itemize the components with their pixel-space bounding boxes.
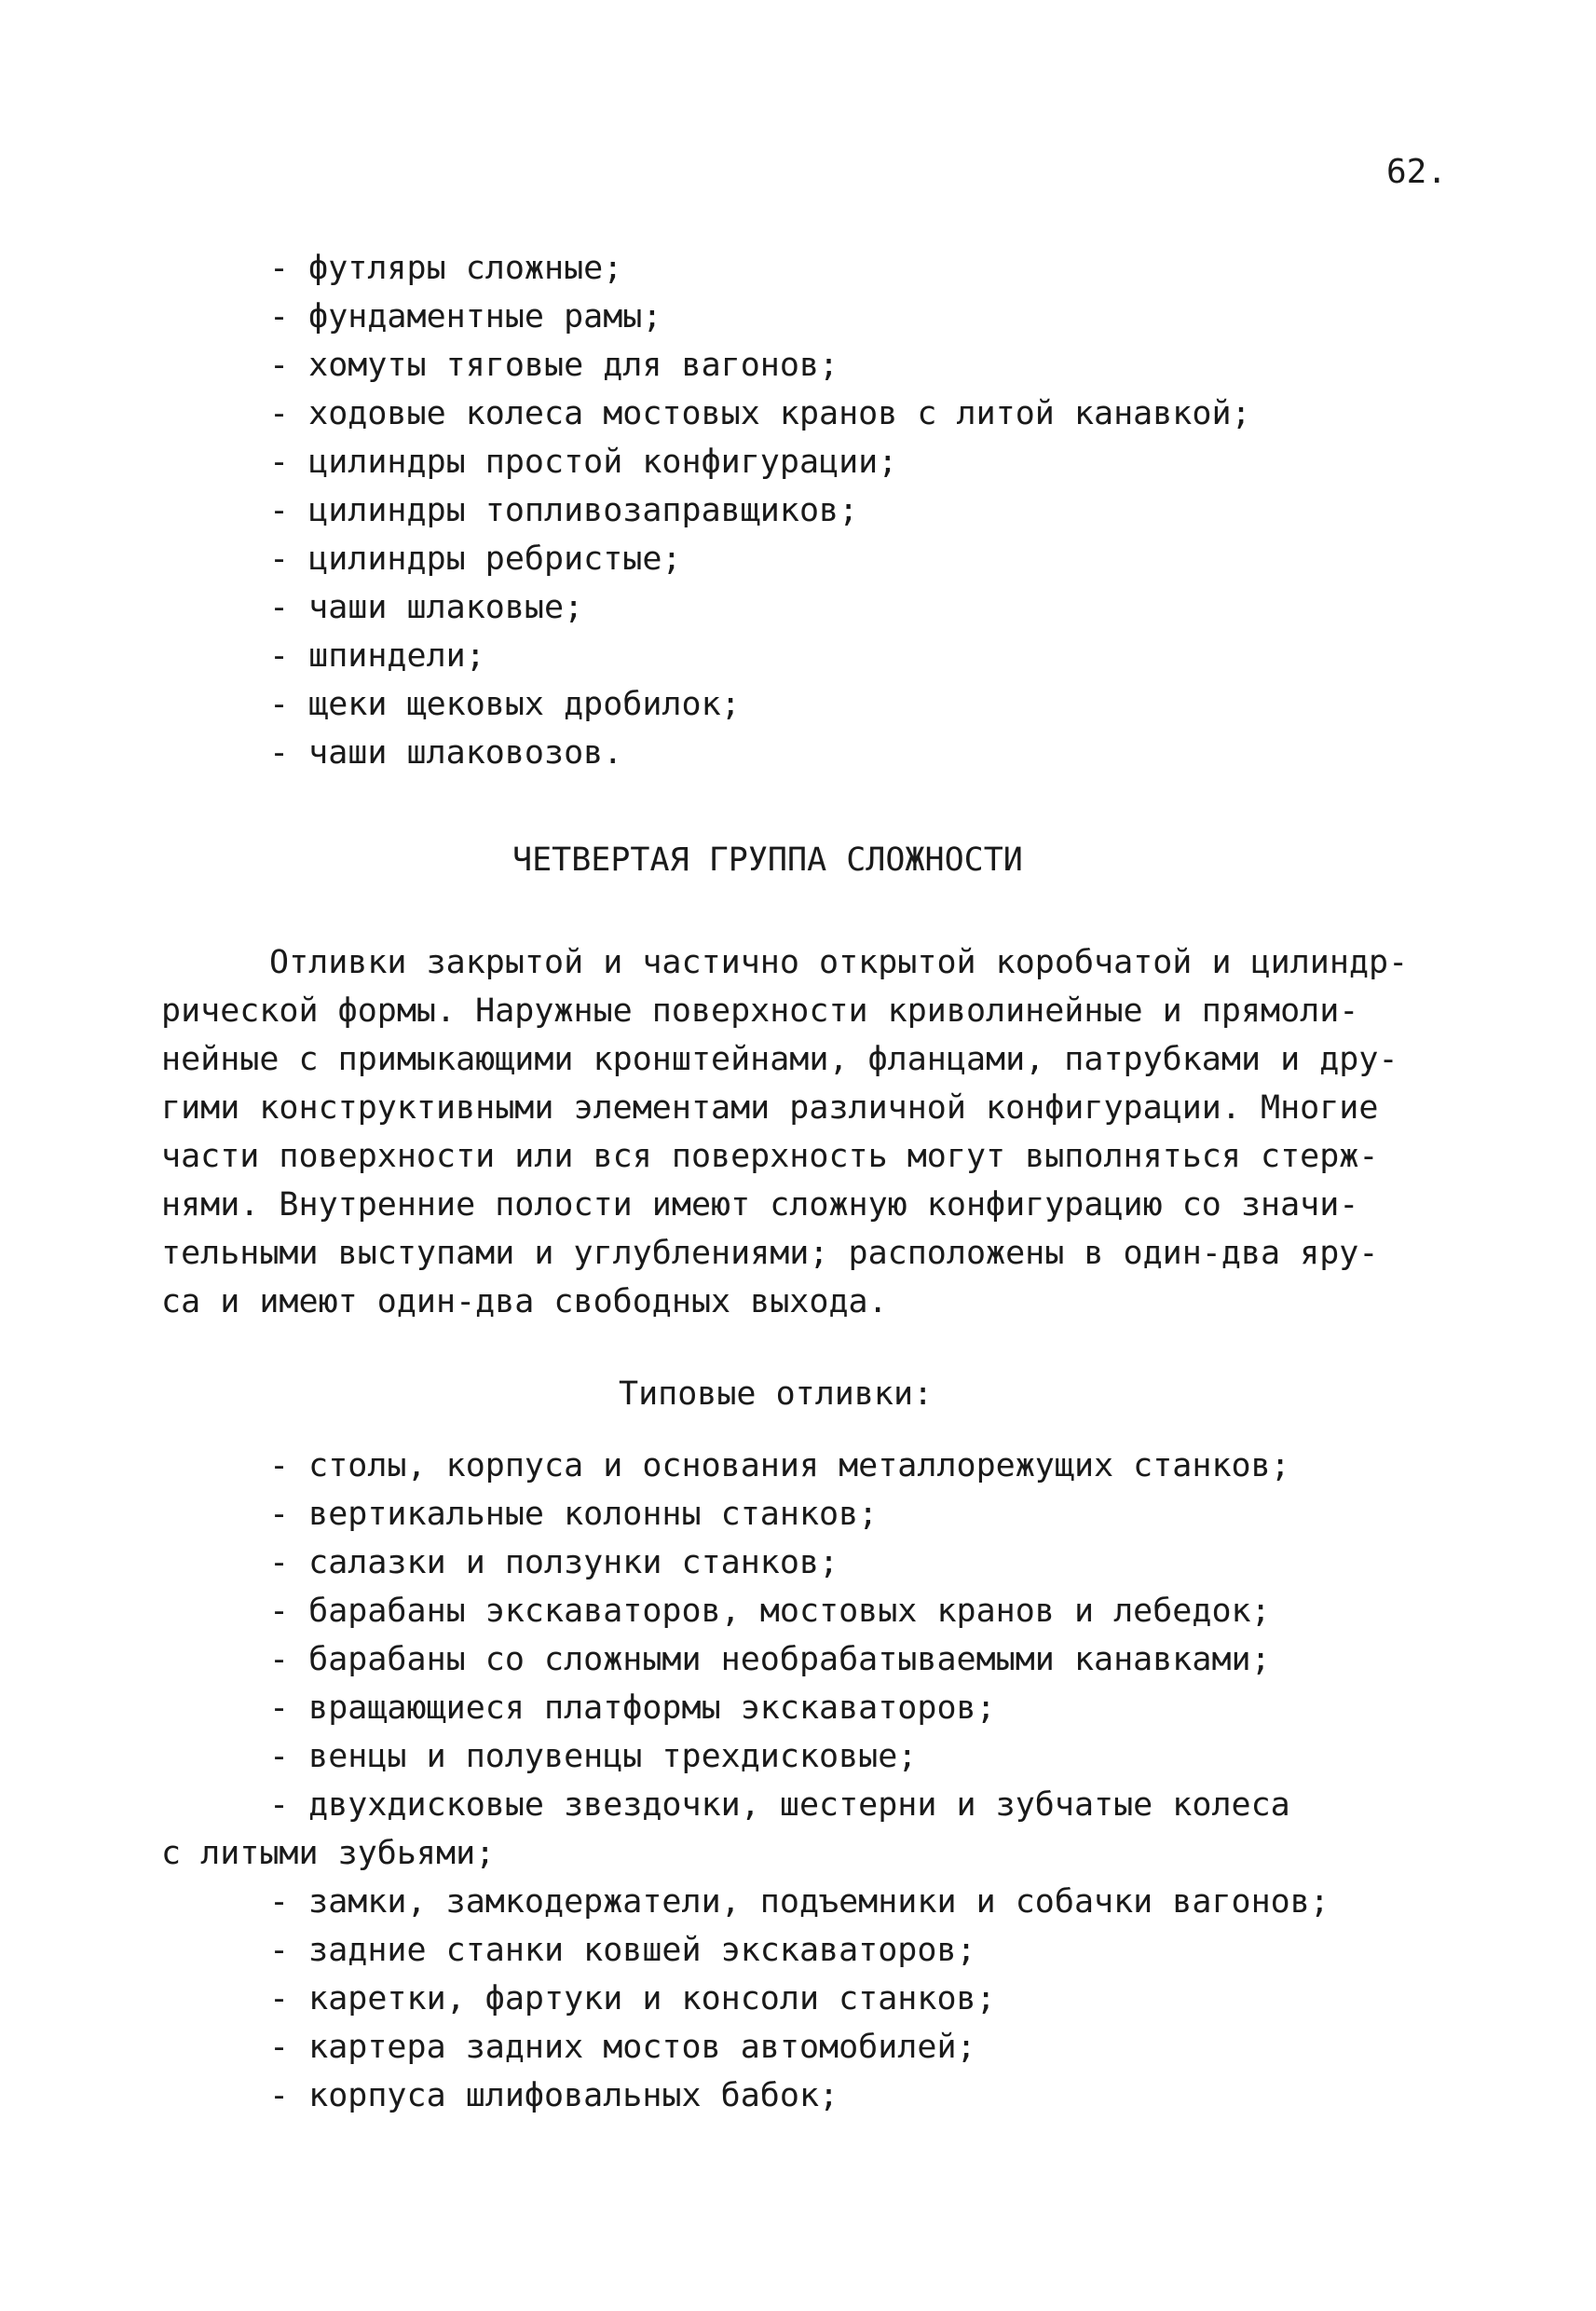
paragraph-line: тельными выступами и углублениями; расположены в один-два яру- bbox=[161, 1235, 1379, 1272]
list-item: - барабаны экскаваторов, мостовых кранов и лебедок; bbox=[269, 1593, 1271, 1630]
list-item: - картера задних мостов автомобилей; bbox=[269, 2029, 976, 2066]
list-item: - вращающиеся платформы экскаваторов; bbox=[269, 1689, 996, 1727]
list-item: - цилиндры простой конфигурации; bbox=[269, 444, 898, 481]
list-item: - чаши шлаковые; bbox=[269, 589, 584, 626]
paragraph-line: нейные с примыкающими кронштейнами, фланцами, патрубками и дру- bbox=[161, 1041, 1398, 1078]
list-item-continuation: с литыми зубьями; bbox=[161, 1835, 496, 1872]
paragraph-line: са и имеют один-два свободных выхода. bbox=[161, 1283, 888, 1320]
list-item: - барабаны со сложными необрабатываемыми канавками; bbox=[269, 1641, 1271, 1678]
paragraph-line: гими конструктивными элементами различной конфигурации. Многие bbox=[161, 1089, 1379, 1127]
list-item: - салазки и ползунки станков; bbox=[269, 1544, 839, 1581]
list-item: - шпиндели; bbox=[269, 637, 485, 675]
paragraph-line: части поверхности или вся поверхность могут выполняться стерж- bbox=[161, 1138, 1379, 1175]
list-item: - фундаментные рамы; bbox=[269, 298, 662, 335]
paragraph-line: нями. Внутренние полости имеют сложную конфигурацию со значи- bbox=[161, 1186, 1359, 1224]
section-paragraph bbox=[161, 938, 1484, 1326]
page-number: 62. bbox=[1385, 153, 1447, 191]
list-item: - ходовые колеса мостовых кранов с литой канавкой; bbox=[269, 395, 1251, 432]
casting-list-3rd-group bbox=[269, 244, 1251, 777]
list-item: - замки, замкодержатели, подъемники и собачки вагонов; bbox=[269, 1883, 1330, 1921]
list-item: - хомуты тяговые для вагонов; bbox=[269, 347, 839, 384]
list-item: - вертикальные колонны станков; bbox=[269, 1496, 879, 1533]
list-item: - цилиндры топливозаправщиков; bbox=[269, 492, 859, 529]
typical-castings-list bbox=[161, 1442, 1330, 2120]
list-item: - футляры сложные; bbox=[269, 250, 623, 287]
typical-castings-subheading: Типовые отливки: bbox=[619, 1375, 934, 1413]
paragraph-line: рической формы. Наружные поверхности криволинейные и прямоли- bbox=[161, 992, 1359, 1030]
list-item: - чаши шлаковозов. bbox=[269, 734, 623, 772]
list-item: - венцы и полувенцы трехдисковые; bbox=[269, 1738, 918, 1775]
list-item: - цилиндры ребристые; bbox=[269, 540, 682, 578]
list-item: - щеки щековых дробилок; bbox=[269, 686, 741, 723]
paragraph-line: Отливки закрытой и частично открытой коробчатой и цилиндр- bbox=[269, 944, 1409, 981]
list-item: - двухдисковые звездочки, шестерни и зубчатые колеса bbox=[269, 1786, 1290, 1824]
list-item: - корпуса шлифовальных бабок; bbox=[269, 2077, 839, 2114]
list-item: - задние станки ковшей экскаваторов; bbox=[269, 1932, 976, 1969]
list-item: - каретки, фартуки и консоли станков; bbox=[269, 1980, 996, 2017]
section-heading: ЧЕТВЕРТАЯ ГРУППА СЛОЖНОСТИ bbox=[512, 841, 1023, 879]
list-item: - столы, корпуса и основания металлорежущих станков; bbox=[269, 1447, 1290, 1484]
